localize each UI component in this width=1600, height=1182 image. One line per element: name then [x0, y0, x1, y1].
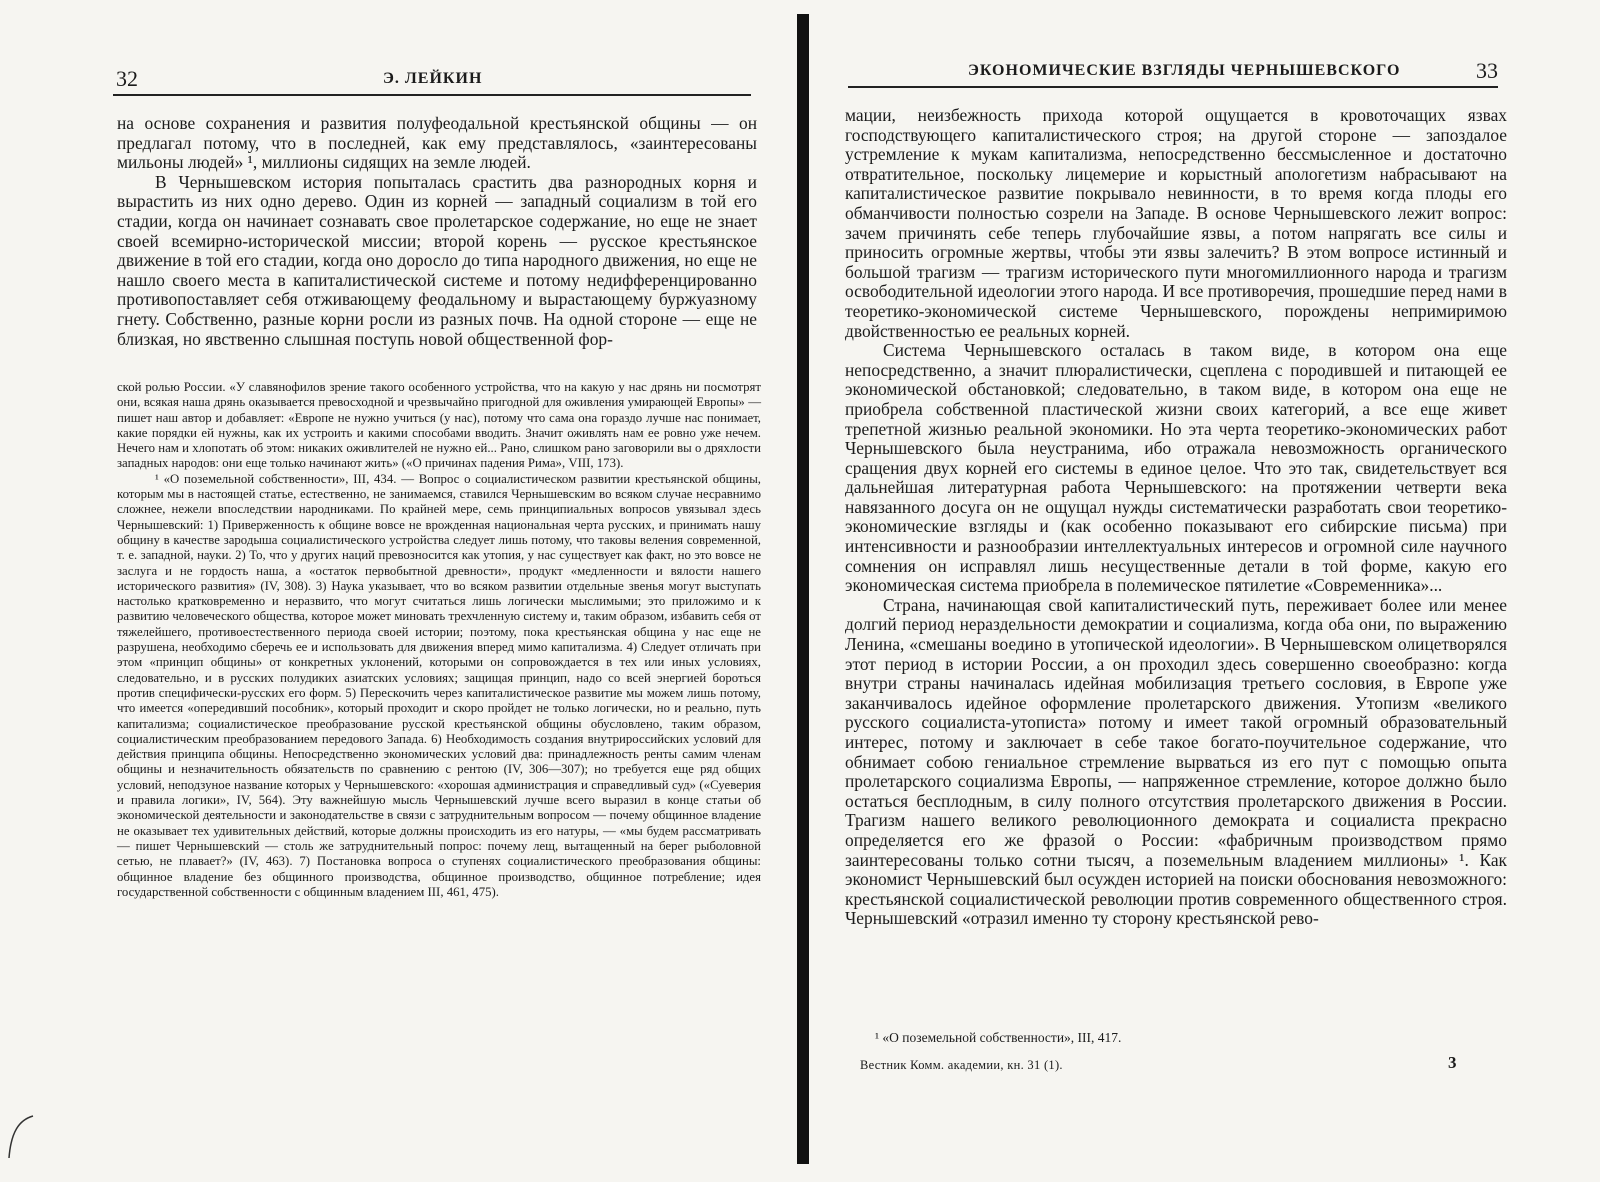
- footnotes: [117, 380, 761, 900]
- signature-number: 3: [1448, 1053, 1457, 1072]
- signature-line: Вестник Комм. академии, кн. 31 (1).: [860, 1058, 1063, 1072]
- left-page-header: [113, 66, 751, 96]
- footnote: ¹ «О поземельной собственности», III, 434. — Вопрос о социалистическом развитии крестьянской общины, которым мы в настоящей статье, естественно, не занимаемся, ставился Чернышевским во всяком случае несравнимо сложнее, нежели впоследствии народниками. По крайней мере, семь принципиальных вопросов увязывал здесь Чернышевский: 1) Приверженность к общине вовсе не врожденная национальная черта русских, и принимать нашу общину в качестве зародыша социалистического устройства следует лишь потому, что таковы веления современной, т. е. западной, науки. 2) То, что у других наций превозносится как утопия, у нас существует как факт, но это вовсе не заслуга и не гордость наша, а «остаток первобытной древности», продукт «медленности и вялости нашего исторического развития» (IV, 308). 3) Наука указывает, что во всяком развитии отдельные звенья могут выступать настолько кратковременно и неразвито, что могут считаться лишь логически мыслимыми; это приложимо и к развитию человеческого общества, которое может миновать трехчленную систему и, таким образом, избавить себя от тяжелейшего, противоестественного периода своей истории; поэтому, пока крестьянская община у нас еще не разрушена, необходимо сберечь ее и использовать для движения вперед мимо капитализма. 4) Следует отличать при этом «принцип общины» от конкретных уклонений, которыми он сопровождается в тех или иных условиях, следовательно, и в русских полудиких азиатских условиях; защищая принцип, надо со всей энергией бороться против специфически-русских его форм. 5) Перескочить через капиталистическое развитие мы можем лишь потому, что имеется «опередивший пособник», который проходит и скоро пройдет не только логически, но и реально, путь капитализма; социалистическое преобразование русской крестьянской общины обусловлено, таким образом, социалистическим преобразованием передового Запада. 6) Необходимость создания внутрироссийских условий для действия принципа общины. Непосредственно экономических условий два: принадлежность ренты самим членам общины и незначительность обязательств по сравнению с рентою (IV, 306—307); но требуется еще ряд общих условий, неподзуное название которых у Чернышевского: «хорошая администрация и справедливый суд» («Суеверия и правила логики», IV, 564). Эту важнейшую мысль Чернышевский лучше всего выразил в конце статьи об экономической деятельности и законодательстве в связи с затруднительным вопросом — почему общинное владение не оказывает тех удивительных действий, которые должны происходить из его натуры, — «мы будем рассматривать — пишет Чернышевский — столь же затруднительный попрос: почему лещ, вытащенный на берег рыболовной сетью, не плавает?» (IV, 463). 7) Постановка вопроса о ступенях социалистического преобразования общины: общинное владение без общинного производства, общинное производство, общинное потребление; идея государственной собственности с общинным владением III, 461, 475).: [117, 471, 761, 899]
- paragraph: на основе сохранения и развития полуфеодальной крестьянской общины — он предлагал потому, что в последней, как ему представлялось, «заинтересованы мильоны людей» ¹, миллионы сидящих на земле людей.: [117, 113, 757, 173]
- running-title: ЭКОНОМИЧЕСКИЕ ВЗГЛЯДЫ ЧЕРНЫШЕВСКОГО: [968, 62, 1401, 79]
- paragraph: мации, неизбежность прихода которой ощущается в кровоточащих язвах господствующего капиталистического строя; на другой стороне — запоздалое устремление к мукам капитализма, непосредственно бессмысленное и достаточно отвратительное, поскольку лицемерие и корыстный апологетизм набрасывают на капиталистическое развитие покрывало невинности, в то время когда плоды его обманчивости полностью созрели на Западе. В основе Чернышевского лежит вопрос: зачем причинять себе теперь глубочайшие язвы, а потом напрягать все силы и приносить огромные жертвы, чтобы эти язвы залечить? В этом вопросе истинный и большой трагизм — трагизм исторического пути многомиллионного народа и трагизм освободительной идеологии этого народа. И все противоречия, прошедшие перед нами в теоретико-экономической системе Чернышевского, порождены непримиримою двойственностью ее реальных корней.: [845, 105, 1507, 341]
- left-body-text: [117, 114, 757, 349]
- right-page-header: [848, 58, 1498, 88]
- scan-mark: [5, 1112, 35, 1162]
- right-body-text: [845, 106, 1507, 929]
- footnote: ¹ «О поземельной собственности», III, 417.: [875, 1030, 1122, 1045]
- running-title: Э. ЛЕЙКИН: [383, 70, 483, 87]
- paragraph: Система Чернышевского осталась в таком виде, в котором она еще непосредственно, а значит плюралистически, сцеплена с породившей и питающей ее экономической обстановкой; следовательно, в таком виде, в котором она еще не приобрела собственной пластической жизни своих категорий, а все еще живет трепетной жизнью реальной экономики. Но эта черта теоретико-экономических работ Чернышевского была неустранима, ибо отражала невозможность органического сращения двух корней его системы в единое целое. Что это так, свидетельствует вся дальнейшая литературная работа Чернышевского: на протяжении четверти века навязанного досуга он не ощущал нужды систематически разработать свои теоретико-экономические взгляды и (как особенно показывают его сибирские письма) при интенсивности и разнообразии интеллектуальных интересов и огромной силе научного сомнения он исправлял лишь несущественные детали в той форме, какую его экономическая система приобрела в полемическое пятилетие «Современника»...: [845, 340, 1507, 596]
- footnote: ской ролью России. «У славянофилов зрение такого особенного устройства, что на какую у нас дрянь ни посмотрят они, всякая наша дрянь оказывается превосходной и чрезвычайно пригодной для оживления умирающей Европы» — пишет наш автор и добавляет: «Европе не нужно учиться (у нас), потому что сама она гораздо лучше нас понимает, какие порядки ей нужны, как их устроить и какими способами вводить. Значит оживлять нам ее ровно уже нечем. Нечего нам и хлопотать об этом: никаких оживлителей не нужно ей... Рано, слишком рано заговорили вы о дряхлости западных народов: они еще только начинают жить» («О причинах падения Рима», VIII, 173).: [117, 380, 761, 471]
- paragraph: Страна, начинающая свой капиталистический путь, переживает более или менее долгий период нераздельности демократии и социализма, когда оба они, по выражению Ленина, «смешаны воедино в утопической идеологии». В Чернышевском олицетворялся этот период в истории России, а он проходил здесь совершенно своеобразно: когда внутри страны начиналась идейная мобилизация третьего сословия, в Европе уже заканчивалось идейное оформление пролетарского движения. Утопизм «великого русского социалиста-утописта» потому и имеет такой огромный образовательный интерес, потому и заключает в себе такое богато-поучительное содержание, что обнимает собою гениальное стремление вырваться из его пут с помощью опыта пролетарского социализма Европы, — напряженное стремление, которое должно было остаться бесплодным, в силу полного отсутствия пролетарского движения в России. Трагизм нашего великого революционного демократа и социалиста прекрасно определяется его же фразой о России: «фабричным производством прямо заинтересованы только сотни тысяч, а поземельным владением миллионы» ¹. Как экономист Чернышевский был осужден историей на поиски обоснования невозможного: крестьянской социалистической революции против современного общественного строя. Чернышевский «отразил именно ту сторону крестьянской рево-: [845, 594, 1507, 929]
- right-page: [815, 0, 1600, 1182]
- page-number: 32: [116, 66, 138, 91]
- paragraph: В Чернышевском история попыталась срастить два разнородных корня и вырастить из них одно дерево. Один из корней — западный социализм в той его стадии, когда он начинает сознавать свое пролетарское содержание, но еще не знает своей всемирно-исторической миссии; второй корень — русское крестьянское движение в той его стадии, когда оно доросло до типа народного движения, но еще не нашло своего места в капиталистической системе и потому недифференцированно противопоставляет себя отживающему феодальному и вырастающему буржуазному гнету. Собственно, разные корни росли из разных почв. На одной стороне — еще не близкая, но явственно слышная поступь новой общественной фор-: [117, 171, 757, 349]
- page-number: 33: [1476, 58, 1498, 83]
